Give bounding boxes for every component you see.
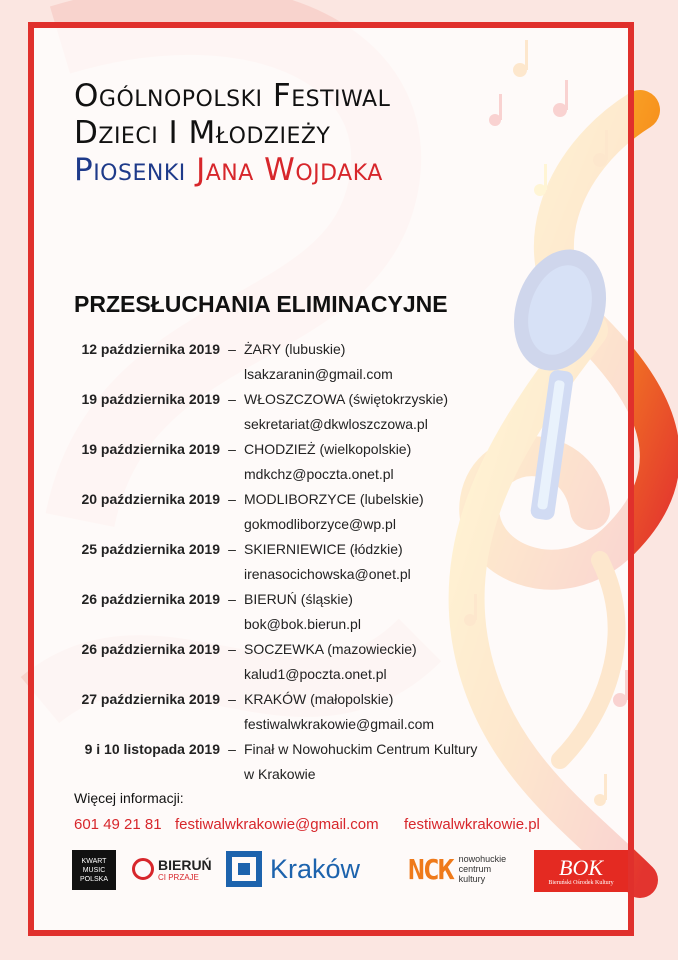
schedule-info bbox=[244, 537, 411, 587]
schedule-info bbox=[244, 337, 393, 387]
schedule-row bbox=[74, 587, 494, 637]
schedule-row bbox=[74, 387, 494, 437]
title-line-3 bbox=[74, 152, 390, 189]
schedule-date: 9 i 10 listopada 2019 bbox=[84, 741, 220, 757]
schedule-row bbox=[74, 337, 494, 387]
kwart-line-1: KWART bbox=[81, 857, 107, 865]
schedule-contact: bok@bok.bierun.pl bbox=[244, 616, 361, 632]
nck-line-1: nowohuckie bbox=[458, 854, 507, 864]
schedule-separator: – bbox=[228, 541, 236, 557]
audition-schedule bbox=[74, 337, 494, 787]
schedule-info bbox=[244, 687, 434, 737]
schedule-city: CHODZIEŻ (wielkopolskie) bbox=[244, 441, 412, 457]
schedule-separator: – bbox=[228, 491, 236, 507]
nck-line-3: kultury bbox=[458, 874, 486, 884]
schedule-contact: w Krakowie bbox=[244, 766, 316, 782]
nck-line-2: centrum bbox=[458, 864, 492, 874]
schedule-city: SKIERNIEWICE (łódzkie) bbox=[244, 541, 403, 557]
title-jana-wojdaka: Jana Wojdaka bbox=[196, 152, 383, 188]
email-link[interactable]: festiwalwkrakowie@gmail.com bbox=[175, 816, 379, 833]
kwart-music-logo bbox=[72, 850, 116, 890]
schedule-contact: festiwalwkrakowie@gmail.com bbox=[244, 716, 435, 732]
schedule-row bbox=[74, 487, 494, 537]
schedule-contact: lsakzaranin@gmail.com bbox=[244, 366, 393, 382]
schedule-info bbox=[244, 587, 361, 637]
nck-logo bbox=[408, 846, 533, 892]
bok-subtitle: Bieruński Ośrodek Kultury bbox=[548, 880, 614, 886]
schedule-city: MODLIBORZYCE (lubelskie) bbox=[244, 491, 424, 507]
schedule-row bbox=[74, 687, 494, 737]
bok-name: BOK bbox=[559, 855, 603, 880]
schedule-city: KRAKÓW (małopolskie) bbox=[244, 691, 394, 707]
schedule-separator: – bbox=[228, 641, 236, 657]
schedule-separator: – bbox=[228, 591, 236, 607]
schedule-info bbox=[244, 737, 477, 787]
schedule-date: 27 października 2019 bbox=[81, 691, 220, 707]
schedule-row bbox=[74, 737, 494, 787]
schedule-row bbox=[74, 537, 494, 587]
schedule-city: ŻARY (lubuskie) bbox=[244, 341, 346, 357]
nck-text bbox=[459, 854, 507, 884]
schedule-date: 25 października 2019 bbox=[81, 541, 220, 557]
schedule-info bbox=[244, 637, 417, 687]
schedule-city: SOCZEWKA (mazowieckie) bbox=[244, 641, 417, 657]
schedule-city: BIERUŃ (śląskie) bbox=[244, 591, 353, 607]
schedule-separator: – bbox=[228, 741, 236, 757]
website-link[interactable]: festiwalwkrakowie.pl bbox=[404, 816, 540, 833]
schedule-contact: mdkchz@poczta.onet.pl bbox=[244, 466, 394, 482]
more-info-label: Więcej informacji: bbox=[74, 790, 184, 806]
schedule-contact: gokmodliborzyce@wp.pl bbox=[244, 516, 396, 532]
title-line-2: Dzieci I Młodzieży bbox=[74, 115, 331, 151]
schedule-separator: – bbox=[228, 391, 236, 407]
schedule-row bbox=[74, 637, 494, 687]
schedule-date: 26 października 2019 bbox=[81, 591, 220, 607]
bierun-logo bbox=[132, 846, 222, 892]
kwart-line-2: MUSIC bbox=[82, 866, 106, 874]
schedule-row bbox=[74, 437, 494, 487]
schedule-date: 19 października 2019 bbox=[81, 441, 220, 457]
schedule-city: WŁOSZCZOWA (świętokrzyskie) bbox=[244, 391, 449, 407]
schedule-date: 19 października 2019 bbox=[81, 391, 220, 407]
schedule-info bbox=[244, 387, 448, 437]
krakow-logo bbox=[226, 846, 396, 892]
schedule-city: Finał w Nowohuckim Centrum Kultury bbox=[244, 741, 478, 757]
bierun-mark-icon bbox=[132, 858, 154, 880]
phone-number[interactable]: 601 49 21 81 bbox=[74, 816, 162, 833]
bierun-text bbox=[158, 857, 212, 882]
schedule-date: 20 października 2019 bbox=[81, 491, 220, 507]
schedule-separator: – bbox=[228, 341, 236, 357]
festival-title bbox=[74, 78, 390, 189]
kwart-line-3: POLSKA bbox=[79, 875, 108, 883]
title-piosenki: Piosenki bbox=[74, 152, 186, 188]
schedule-contact: kalud1@poczta.onet.pl bbox=[244, 666, 387, 682]
bierun-tagline: CI PRZAJE bbox=[158, 872, 199, 882]
krakow-mark-icon bbox=[226, 851, 262, 887]
sponsor-logos bbox=[72, 846, 632, 896]
bierun-name: BIERUŃ bbox=[158, 856, 212, 873]
schedule-separator: – bbox=[228, 691, 236, 707]
schedule-contact: irenasocichowska@onet.pl bbox=[244, 566, 411, 582]
section-heading: PRZESŁUCHANIA ELIMINACYJNE bbox=[74, 291, 448, 317]
schedule-contact: sekretariat@dkwloszczowa.pl bbox=[244, 416, 428, 432]
schedule-info bbox=[244, 437, 411, 487]
schedule-info bbox=[244, 487, 424, 537]
bok-logo bbox=[534, 850, 628, 892]
nck-mark-icon: NCK bbox=[408, 852, 453, 886]
title-line-1: Ogólnopolski Festiwal bbox=[74, 78, 391, 114]
schedule-separator: – bbox=[228, 441, 236, 457]
schedule-date: 26 października 2019 bbox=[81, 641, 220, 657]
schedule-date: 12 października 2019 bbox=[81, 341, 220, 357]
krakow-name: Kraków bbox=[270, 853, 361, 884]
